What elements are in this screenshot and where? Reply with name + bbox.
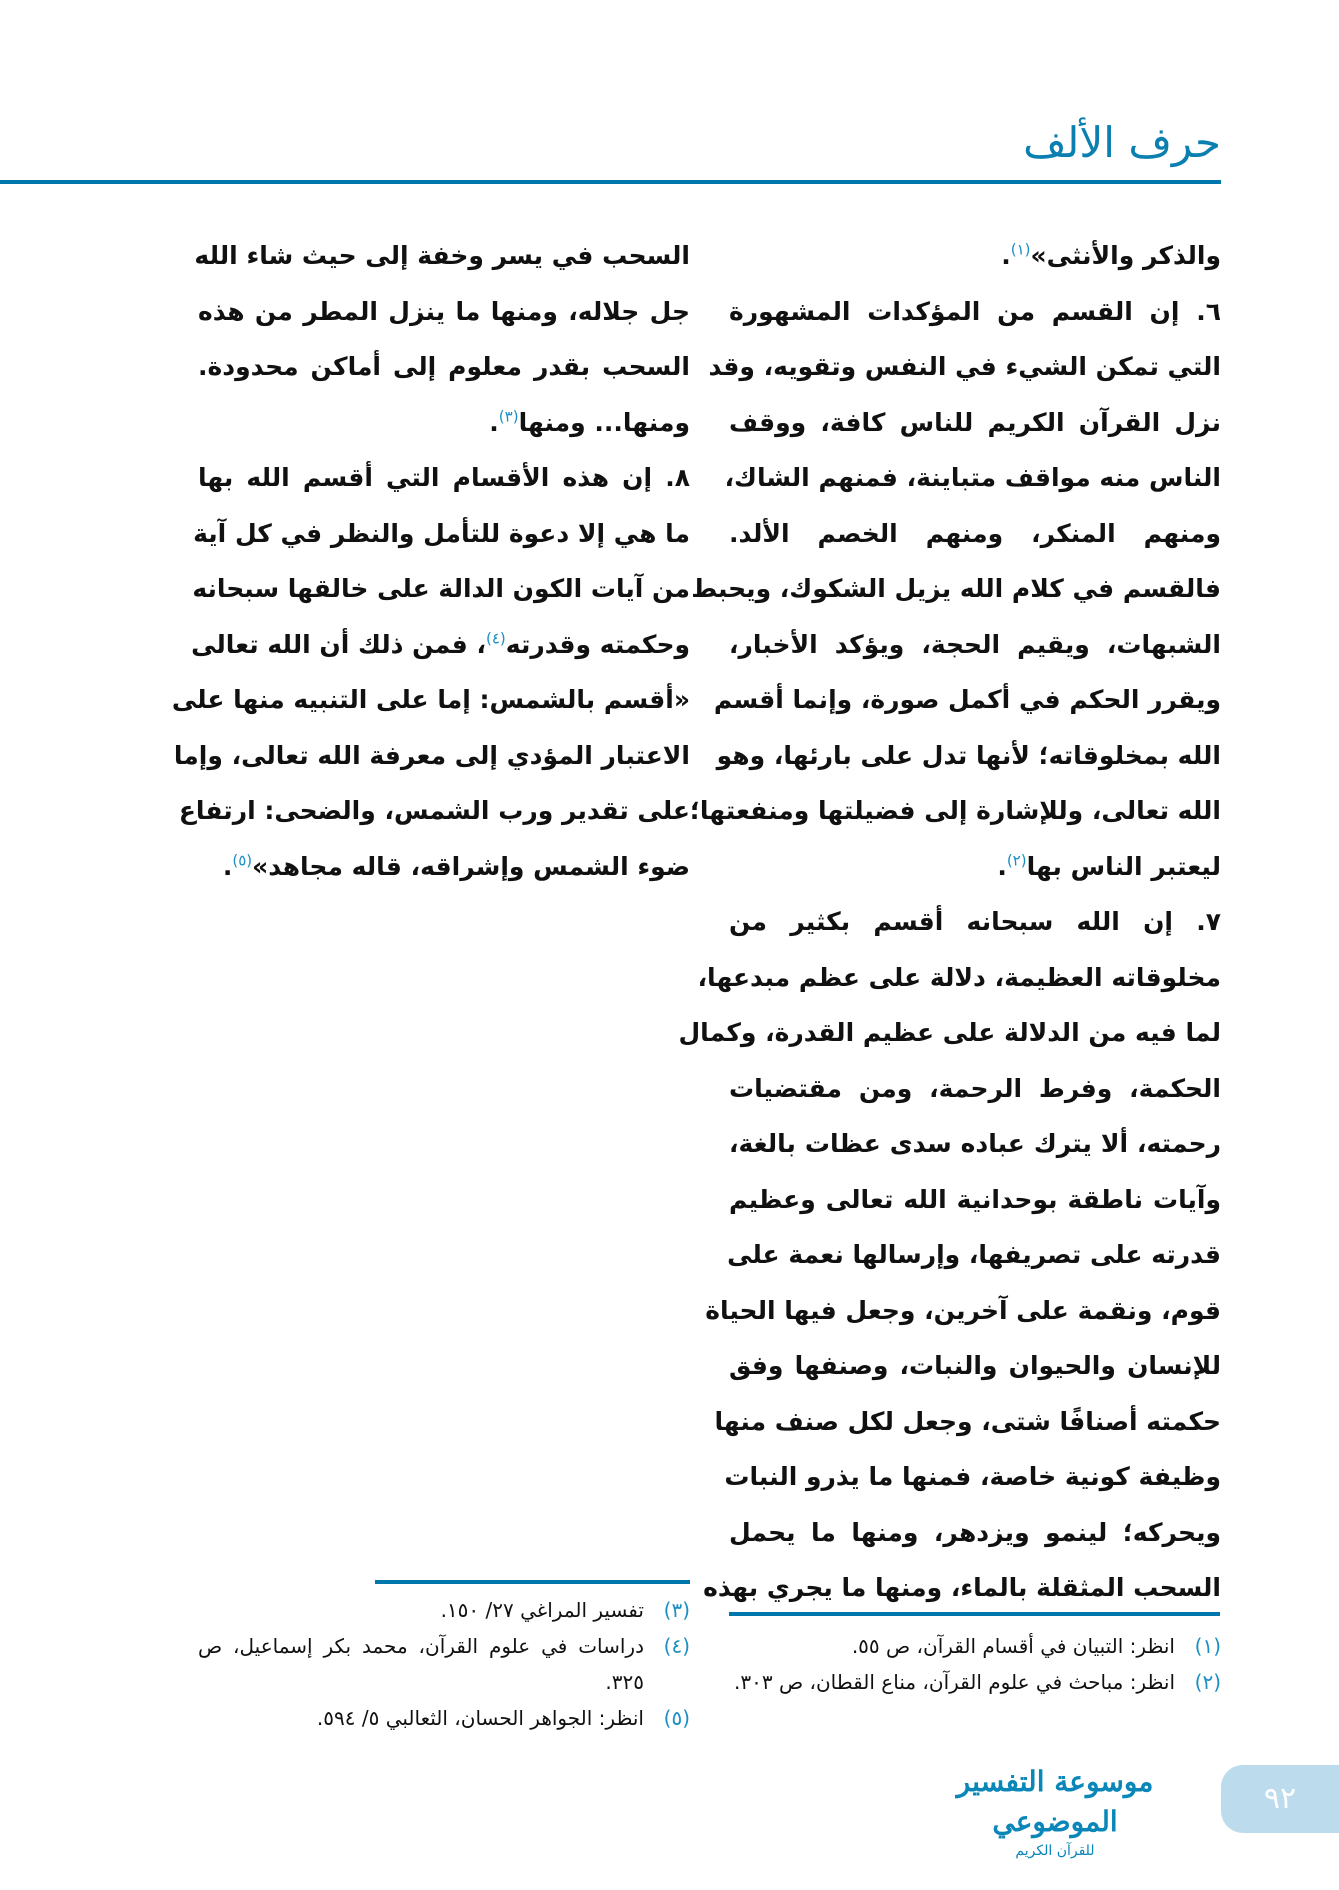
- footnote-number: (٥): [663, 1706, 690, 1730]
- page-number-badge: ٩٢: [1221, 1765, 1339, 1833]
- text-line: [173, 728, 690, 784]
- footnote-number: (٤): [663, 1634, 690, 1658]
- text-line: [729, 1227, 1221, 1283]
- text-line: [729, 506, 1221, 562]
- line-text: ويحركه؛ لينمو ويزدهر، ومنها ما يحمل: [729, 1517, 1221, 1547]
- footnote-ref[interactable]: (١): [1010, 240, 1031, 259]
- footnote-text: انظر: مباحث في علوم القرآن، مناع القطان، ص ٣٠٣.: [734, 1670, 1175, 1694]
- footnote: [198, 1628, 690, 1700]
- text-line: [703, 1560, 1221, 1616]
- line-text: ضوء الشمس وإشراقه، قاله مجاهد»: [252, 851, 690, 881]
- text-line: [191, 617, 690, 673]
- text-line: [729, 1505, 1221, 1561]
- text-line: [198, 839, 690, 895]
- line-text: السحب في يسر وخفة إلى حيث شاء الله: [194, 241, 690, 270]
- line-text: ٨. إن هذه الأقسام التي أقسم الله بها: [198, 463, 690, 492]
- text-line: [729, 228, 1221, 284]
- footnote-separator: [729, 1612, 1220, 1616]
- line-text-after: .: [489, 407, 499, 437]
- text-line: [729, 894, 1221, 950]
- line-text: الاعتبار المؤدي إلى معرفة الله تعالى، وإما: [173, 740, 690, 770]
- logo-title: موسوعة التفسير الموضوعي: [956, 1765, 1154, 1838]
- chapter-title: حرف الألف: [1023, 118, 1221, 167]
- text-line: [729, 1338, 1221, 1394]
- line-text: قدرته على تصريفها، وإرسالها نعمة على: [727, 1240, 1221, 1269]
- text-line: [724, 450, 1221, 506]
- footnote-text: انظر: الجواهر الحسان، الثعالبي ٥/ ٥٩٤.: [316, 1706, 644, 1730]
- footnote: [729, 1664, 1221, 1700]
- line-text: التي تمكن الشيء في النفس وتقويه، وقد: [708, 352, 1221, 381]
- line-text: «أقسم بالشمس: إما على التنبيه منها على: [171, 685, 690, 714]
- footnote: [198, 1700, 690, 1736]
- text-line: [198, 339, 690, 395]
- text-line: [716, 728, 1221, 784]
- line-text: من آيات الكون الدالة على خالقها سبحانه: [192, 574, 690, 603]
- text-line: [729, 617, 1221, 673]
- text-line: [697, 950, 1221, 1006]
- footnote: [729, 1628, 1221, 1664]
- line-text: للإنسان والحيوان والنبات، وصنفها وفق: [729, 1351, 1221, 1380]
- text-line: [729, 284, 1221, 340]
- text-line: [729, 1116, 1221, 1172]
- line-text: ومنها... ومنها: [518, 407, 690, 437]
- footnote-number: (٢): [1194, 1670, 1221, 1694]
- line-text: السحب المثقلة بالماء، ومنها ما يجري بهذه: [703, 1573, 1221, 1602]
- text-line: [193, 506, 690, 562]
- line-text: مخلوقاته العظيمة، دلالة على عظم مبدعها،: [697, 962, 1221, 992]
- text-line: [198, 284, 690, 340]
- line-text: ٧. إن الله سبحانه أقسم بكثير من: [729, 907, 1221, 936]
- text-line: [724, 1449, 1221, 1505]
- line-text: نزل القرآن الكريم للناس كافة، ووقف: [729, 407, 1221, 437]
- text-line: [729, 1172, 1221, 1228]
- line-text: الله تعالى، وللإشارة إلى فضيلتها ومنفعتها؛: [689, 796, 1221, 825]
- footnote-ref[interactable]: (٢): [1006, 851, 1027, 870]
- footnote-text: دراسات في علوم القرآن، محمد بكر إسماعيل، ص ٣٢٥.: [198, 1634, 644, 1694]
- footnote-text: انظر: التبيان في أقسام القرآن، ص ٥٥.: [851, 1634, 1175, 1658]
- text-line: [194, 228, 690, 284]
- footnote-ref[interactable]: (٤): [486, 629, 506, 648]
- header-rule: [0, 180, 1221, 184]
- line-text: الشبهات، ويقيم الحجة، ويؤكد الأخبار،: [729, 629, 1221, 659]
- text-line: [198, 395, 690, 451]
- footnote-ref[interactable]: (٣): [498, 407, 519, 426]
- line-text-after: .: [997, 851, 1007, 881]
- line-text: وحكمته وقدرته: [505, 629, 690, 659]
- text-line: [192, 561, 690, 617]
- line-text: الحكمة، وفرط الرحمة، ومن مقتضيات: [729, 1073, 1221, 1103]
- line-text: على تقدير ورب الشمس، والضحى: ارتفاع: [178, 796, 690, 825]
- encyclopedia-logo: [930, 1762, 1180, 1860]
- text-line: [678, 1005, 1221, 1061]
- line-text: حكمته أصنافًا شتى، وجعل لكل صنف منها: [714, 1406, 1221, 1436]
- text-line: [729, 395, 1221, 451]
- text-line: [198, 450, 690, 506]
- footnote-separator: [375, 1580, 690, 1584]
- line-text: جل جلاله، ومنها ما ينزل المطر من هذه: [198, 296, 690, 326]
- text-line: [708, 339, 1221, 395]
- logo-subtitle: للقرآن الكريم: [1015, 1843, 1095, 1859]
- line-text: ويقرر الحكم في أكمل صورة، وإنما أقسم: [713, 685, 1221, 714]
- footnote-text: تفسير المراغي ٢٧/ ١٥٠.: [440, 1598, 644, 1622]
- line-text: الله بمخلوقاته؛ لأنها تدل على بارئها، وهو: [716, 740, 1221, 770]
- line-text: قوم، ونقمة على آخرين، وجعل فيها الحياة: [705, 1295, 1221, 1325]
- line-text: ما هي إلا دعوة للتأمل والنظر في كل آية: [193, 518, 690, 548]
- left-column: [171, 228, 690, 894]
- line-text: ومنهم المنكر، ومنهم الخصم الألد.: [729, 518, 1221, 548]
- text-line: [729, 839, 1221, 895]
- line-text: فالقسم في كلام الله يزيل الشكوك، ويحبط: [691, 574, 1221, 603]
- right-column: [678, 228, 1221, 1616]
- line-text-after: .: [222, 851, 233, 881]
- footnotes-left: [198, 1592, 690, 1736]
- text-line: [705, 1283, 1221, 1339]
- text-line: [714, 1394, 1221, 1450]
- footnote-ref[interactable]: (٥): [232, 851, 253, 870]
- line-text-after: .: [1001, 241, 1011, 270]
- line-text: السحب بقدر معلوم إلى أماكن محدودة.: [198, 352, 690, 381]
- footnote-number: (٣): [663, 1598, 690, 1622]
- line-text: رحمته، ألا يترك عباده سدى عظات بالغة،: [729, 1129, 1221, 1158]
- line-text: ٦. إن القسم من المؤكدات المشهورة: [729, 296, 1221, 326]
- line-text: ليعتبر الناس بها: [1026, 851, 1221, 881]
- footnote: [198, 1592, 690, 1628]
- text-line: [178, 783, 690, 839]
- footnote-number: (١): [1194, 1634, 1221, 1658]
- text-line: [689, 783, 1221, 839]
- line-text: وآيات ناطقة بوحدانية الله تعالى وعظيم: [729, 1184, 1221, 1214]
- text-line: [171, 672, 690, 728]
- text-line: [691, 561, 1221, 617]
- line-text: والذكر والأنثى»: [1030, 241, 1221, 270]
- line-text: لما فيه من الدلالة على عظيم القدرة، وكمال: [678, 1018, 1221, 1047]
- text-line: [713, 672, 1221, 728]
- line-text: الناس منه مواقف متباينة، فمنهم الشاك،: [724, 463, 1221, 492]
- line-text: وظيفة كونية خاصة، فمنها ما يذرو النبات: [724, 1462, 1221, 1491]
- text-line: [729, 1061, 1221, 1117]
- line-text-after: ، فمن ذلك أن الله تعالى: [191, 629, 486, 659]
- footnotes-right: [729, 1628, 1221, 1700]
